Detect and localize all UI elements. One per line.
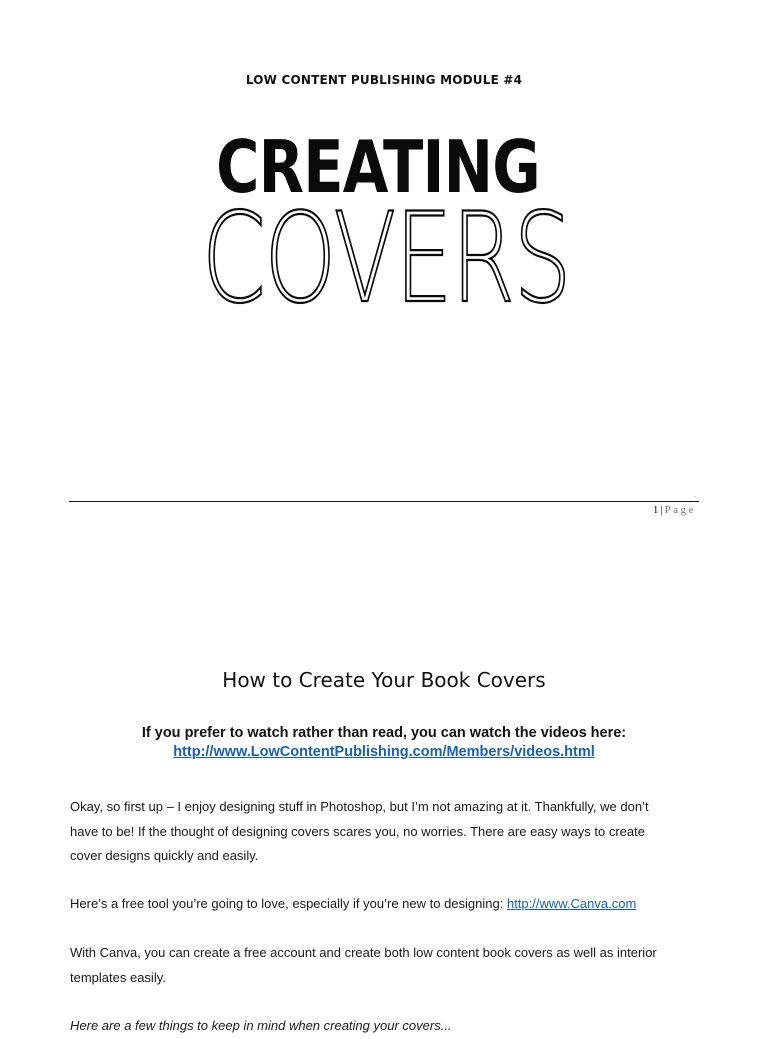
paragraph-canva-account (70, 941, 710, 990)
paragraph-intro-line: have to be! If the thought of designing covers scares you, no worries. There are easy ways to create (70, 823, 645, 839)
page-break (0, 530, 768, 531)
paragraph-canva-line: templates easily. (70, 969, 166, 985)
paragraph-intro-line: cover designs quickly and easily. (70, 848, 259, 863)
page-separator: | (660, 504, 663, 516)
page-footer (653, 504, 696, 516)
cover-title-covers: COVERS (201, 187, 571, 331)
paragraph-canva-tool (70, 892, 710, 917)
cover-title-creating: CREATING (216, 125, 540, 209)
paragraph-tips-partial: Here are a few things to keep in mind when creating your covers... (70, 1018, 452, 1033)
video-link[interactable]: http://www.LowContentPublishing.com/Members/videos.html (173, 744, 595, 760)
section-heading: How to Create Your Book Covers (222, 668, 546, 692)
paragraph-canva-text: Here’s a free tool you’re going to love, especially if you’re new to designing: (70, 896, 507, 911)
page-number: 1 (652, 504, 659, 516)
video-prompt: If you prefer to watch rather than read, you can watch the videos here: (141, 725, 627, 741)
video-link-row (0, 744, 768, 760)
module-label: LOW CONTENT PUBLISHING MODULE #4 (245, 73, 523, 87)
footer-mark: . (694, 492, 696, 499)
footer-divider (69, 501, 699, 502)
page-word: Page (664, 504, 696, 516)
canva-link[interactable]: http://www.Canva.com (506, 896, 637, 911)
paragraph-intro-line: Okay, so first up – I enjoy designing stuff in Photoshop, but I’m not amazing at it. Thankfully, we don’t (70, 799, 649, 814)
paragraph-intro (70, 795, 710, 869)
paragraph-canva-line: With Canva, you can create a free account and create both low content book covers as well as interior (70, 945, 657, 960)
